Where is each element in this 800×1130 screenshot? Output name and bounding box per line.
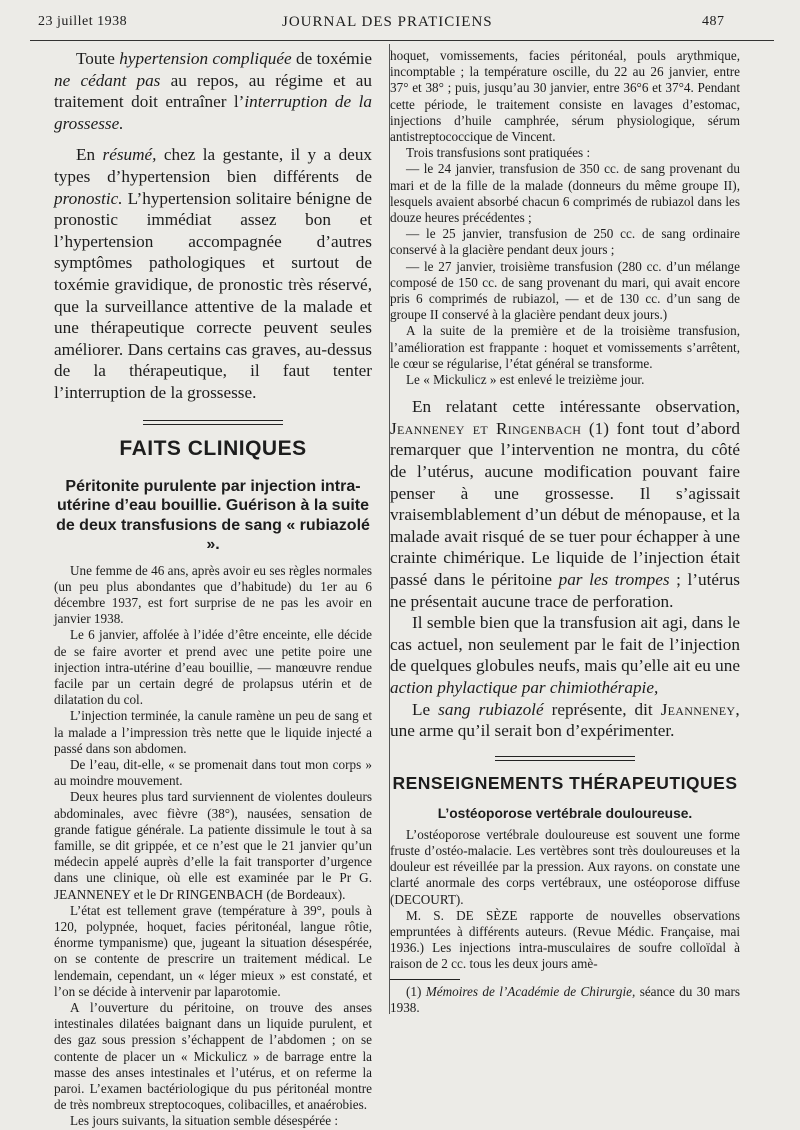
header-page-number: 487: [702, 14, 725, 29]
footnote-rule: [390, 979, 460, 980]
article-subheading: L’ostéoporose vertébrale douloureuse.: [437, 805, 693, 821]
case-paragraph: A l’ouverture du péritoine, on trouve des anses intestinales dilatées baignant dans un liquide purulent, et des gaz sous pression s’échappent de l’abdomen ; on se contente de placer un « Mickulicz » de barrage entre la masse des anses intestinales et l’utérus, et on referme la paroi. L’examen bactériologique du pus péritonéal montre de très nombreux streptocoques, colibacilles, et anaérobies.: [54, 999, 372, 1113]
transfusion-item: — le 25 janvier, transfusion de 250 cc. de sang ordinaire conservé à la glacière pendant deux jours ;: [390, 226, 740, 258]
case-paragraph-continued: hoquet, vomissements, facies péritonéal, pouls arythmique, incomptable ; la température oscille, du 22 au 26 janvier, entre 37° et 38° ; puis, jusqu’au 30 janvier, entre 36°6 et 37°4. Pendant cette période, le traitement consiste en lavages d’estomac, injections d’huile camphrée, sérum physiologique, sérum antistreptococcique de Vincent.: [390, 48, 740, 145]
commentary-paragraph-1: En relatant cette intéressante observation, Jeanneney et Ringenbach (1) font tout d’abord remarquer que l’intervention ne montra, du côté de l’utérus, aucune modification pouvant faire penser à une grossesse. Il s’agissait vraisemblablement d’un début de ménopause, et la malade avait risqué de se tuer pour échapper à une crainte chimérique. Le liquide de l’injection était passé dans le péritoine par les trompes ; l’utérus ne présentait aucune trace de perforation.: [390, 397, 740, 611]
article-paragraph: M. S. DE SÈZE rapporte de nouvelles observations empruntées à différents auteurs. (Revue Médic. Française, mai 1936.) Les injections intra-musculaires de soufre colloïdal à raison de 2 cc. tous les deux jours amè-: [390, 907, 740, 972]
case-paragraph: L’injection terminée, la canule ramène un peu de sang et la malade a l’impression très nette que le liquide injecté a passé dans son abdomen.: [54, 708, 372, 756]
case-paragraph: De l’eau, dit-elle, « se promenait dans tout mon corps » au moindre mouvement.: [54, 756, 372, 789]
header-date: 23 juillet 1938: [38, 14, 128, 29]
section-title-faits-cliniques: FAITS CLINIQUES: [119, 436, 307, 460]
header-journal-title: JOURNAL DES PRATICIENS: [282, 14, 493, 30]
right-column: [390, 48, 740, 1016]
case-paragraph: Trois transfusions sont pratiquées :: [406, 145, 591, 161]
case-paragraph: Le « Mickulicz » est enlevé le treizième jour.: [406, 372, 645, 388]
transfusion-item: — le 24 janvier, transfusion de 350 cc. de sang provenant du mari et de la fille de la malade (donneurs du même groupe II), lesquels avaient absorbé chacun 6 comprimés de rubiazol dans les douze heures précédentes ;: [390, 161, 740, 226]
case-paragraph: L’état est tellement grave (température à 39°, pouls à 120, polypnée, hoquet, facies péritonéal, langue rôtie, énorme tympanisme) que, jugeant la situation désespérée, on se contente de prescrire un traitement médical. Le lendemain, cependant, un « léger mieux » est constaté, et l’on se décide à intervenir par laparotomie.: [54, 902, 372, 999]
page-header: [0, 0, 800, 40]
header-rule: [30, 40, 774, 41]
footnote: (1) Mémoires de l’Académie de Chirurgie, séance du 30 mars 1938.: [390, 983, 740, 1015]
commentary-paragraph-3: Le sang rubiazolé représente, dit Jeanneney, une arme qu’il serait bon d’expérimenter.: [390, 699, 740, 741]
case-paragraph: Une femme de 46 ans, après avoir eu ses règles normales (un peu plus abondantes que d’habitude) du 1er au 6 décembre 1937, est fort surprise de ne pas les avoir en janvier 1938.: [54, 562, 372, 627]
case-title: Péritonite purulente par injection intra-utérine d’eau bouillie. Guérison à la suite de deux transfusions de sang « rubiazolé ».: [56, 477, 370, 553]
case-paragraph: A la suite de la première et de la troisième transfusion, l’amélioration est frappante : hoquet et vomissements s’arrêtent, le cœur se régularise, l’état général se transforme.: [390, 323, 740, 371]
article-paragraph: L’ostéoporose vertébrale douloureuse est souvent une forme fruste d’ostéo-malacie. Les vertèbres sont très douloureuses et la douleur est réveillée par la pression. Aux rayons. on constate une clarté anormale des corps vertébraux, une ostéoporose diffuse (DECOURT).: [390, 826, 740, 907]
section-title-renseignements: RENSEIGNEMENTS THÉRAPEUTIQUES: [392, 772, 738, 793]
transfusion-item: — le 27 janvier, troisième transfusion (280 cc. d’un mélange composé de 150 cc. de sang provenant du mari, qui avait encore pris 6 comprimés de rubiazol, — et de 130 cc. d’un sang de groupe II conservé à la glacière pendant deux jours.): [390, 258, 740, 323]
commentary-paragraph-2: Il semble bien que la transfusion ait agi, dans le cas actuel, non seulement par le fait de l’injection de quelques globules neufs, mais qu’elle ait eu une action phylactique par chimiothérapie,: [390, 613, 740, 697]
case-paragraph: Deux heures plus tard surviennent de violentes douleurs abdominales, avec fièvre (38°), nausées, sensation de grande fatigue générale. La patiente dissimule le tout à sa famille, se dit grippée, et ce n’est que le 21 janvier qu’un médecin appelé auprès d’elle la fait transporter d’urgence dans une clinique, où elle est examinée par le Pr G. JEANNENEY et le Dr RINGENBACH (de Bordeaux).: [54, 789, 372, 902]
left-column: [54, 48, 372, 1130]
case-paragraph: Les jours suivants, la situation semble désespérée :: [70, 1113, 339, 1129]
intro-paragraph-2: En résumé, chez la gestante, il y a deux types d’hypertension bien différents de pronostic. L’hypertension solitaire bénigne de pronostic immédiat assez bon et l’hypertension accompagnée d’autres symptômes pathologiques et surtout de toxémie gravidique, de pronostic très réservé, que la surveillance attentive de la malade et une thérapeutique correcte peuvent seules améliorer. Dans certains cas graves, au-dessus de la thérapeutique, il faut tenter l’interruption de la grossesse.: [54, 145, 373, 402]
intro-paragraph-1: Toute hypertension compliquée de toxémie ne cédant pas au repos, au régime et au traitement doit entraîner l’interruption de la grossesse.: [54, 49, 372, 133]
case-paragraph: Le 6 janvier, affolée à l’idée d’être enceinte, elle décide de se faire avorter et prend avec une petite poire une injection intra-utérine d’eau bouillie, — manœuvre rendue facile par un certain degré de prolapsus utérin et de dilatation du col.: [54, 627, 372, 708]
